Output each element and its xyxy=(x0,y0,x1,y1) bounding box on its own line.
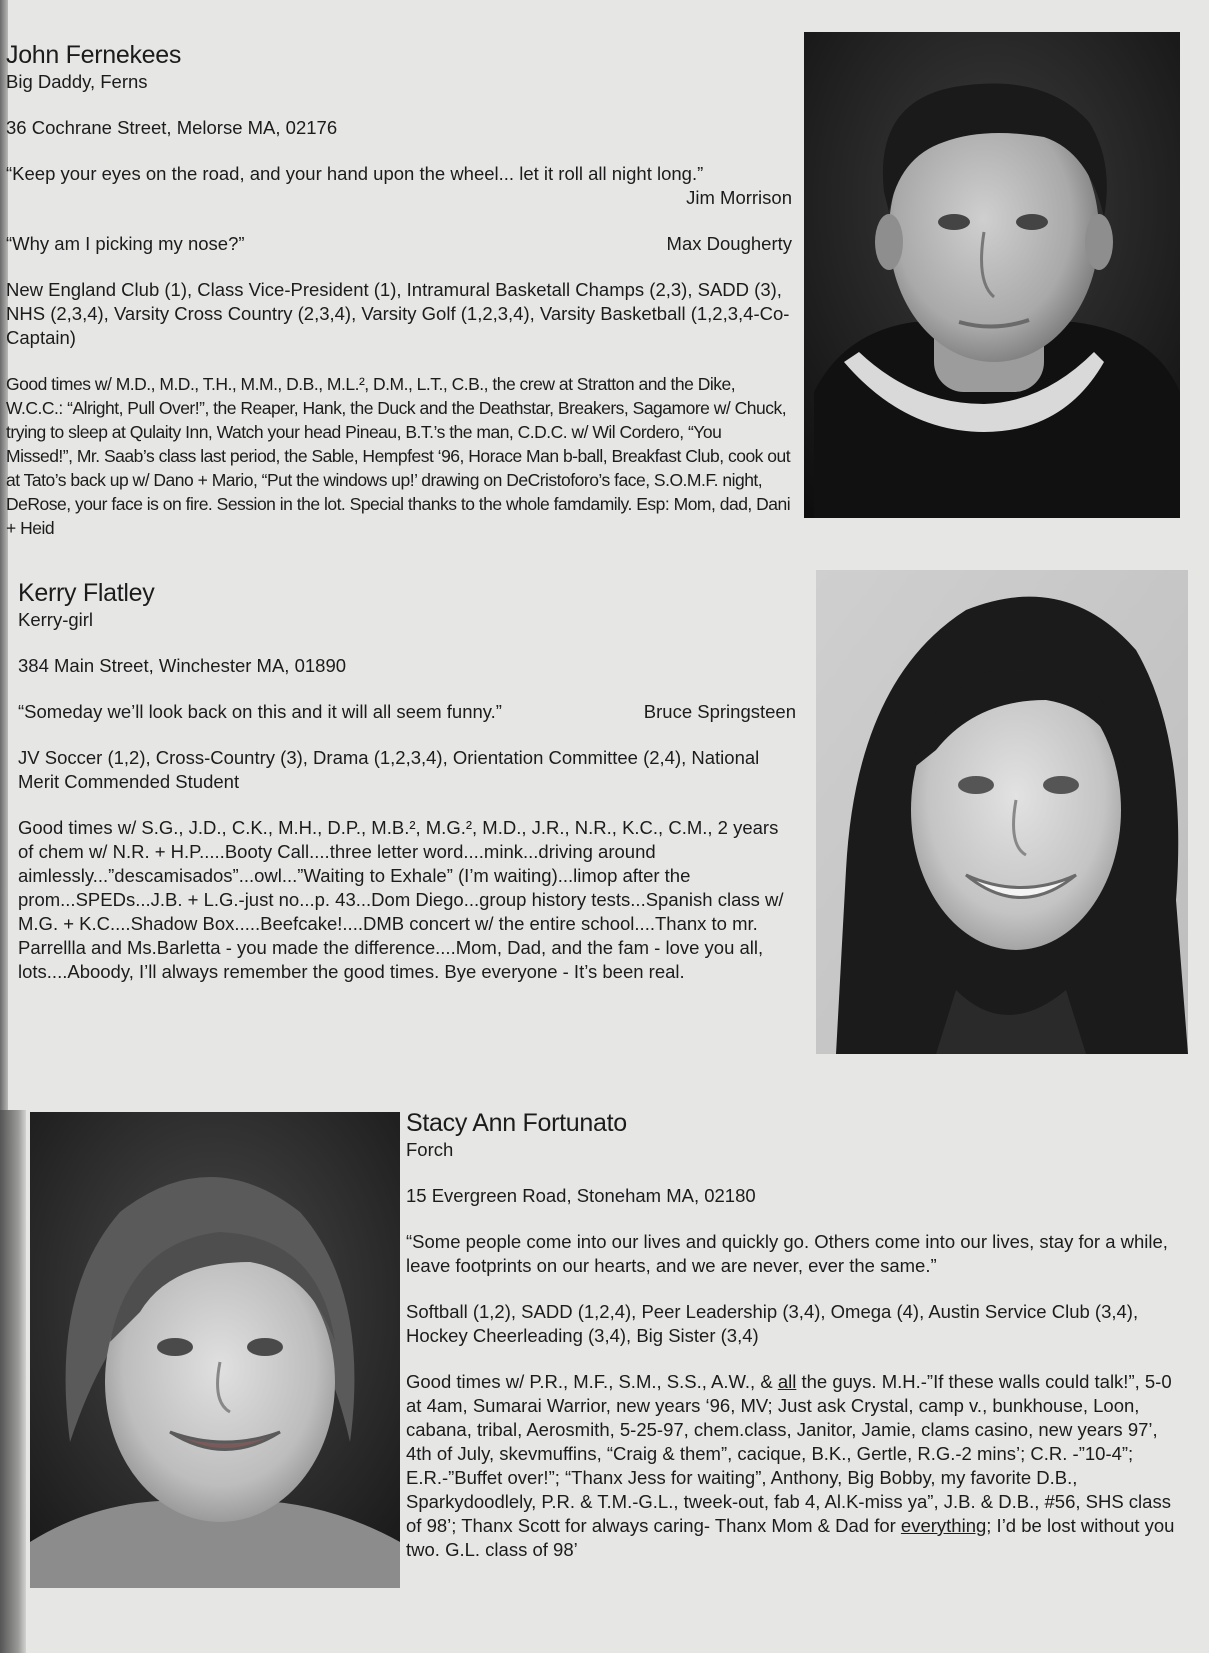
student-entry-kerry-flatley xyxy=(18,578,796,984)
student-name: John Fernekees xyxy=(6,41,182,69)
quote-author: Bruce Springsteen xyxy=(643,701,796,722)
student-name: Stacy Ann Fortunato xyxy=(406,1109,627,1137)
student-address: 36 Cochrane Street, Melorse MA, 02176 xyxy=(6,117,338,138)
memories-text: ; I’d be lost without you two. G.L. class of 98’ xyxy=(406,1515,1175,1560)
student-quote-row xyxy=(6,232,792,256)
memories-text: the guys. M.H.-”If these walls could talk!”, 5-0 at 4am, Sumarai Warrior, new years ‘96, MV; Just ask Crystal, camp v., bunkhouse, Loon, cabana, tribal, Aerosmith, 5-25-97, chem.class, Janitor, Jamie, clams casino, new years 97’, 4th of July, skevmuffins, “Craig & them”, cacique, B.K., Gertle, R.G.-2 mins’; C.R. -”10-4”; E.R.-”Buffet over!”; “Thanx Jess for waiting”, Anthony, Big Bobby, my favorite D.B., Sparkydoodlely, P.R. & T.M.-G.L., tweek-out, fab 4, Al.K-miss ya”, J.B. & D.B., #56, SHS class of 98’; Thanx Scott for always caring- Thanx Mom & Dad for xyxy=(406,1371,1172,1536)
student-name: Kerry Flatley xyxy=(18,579,155,607)
student-quote: “Some people come into our lives and quickly go. Others come into our lives, stay for a while, leave footprints on our hearts, and we are never, ever the same.” xyxy=(406,1231,1168,1276)
memories-underlined: all xyxy=(777,1371,797,1392)
student-quote: “Someday we’ll look back on this and it will all seem funny.” xyxy=(18,701,502,722)
student-address: 384 Main Street, Winchester MA, 01890 xyxy=(18,655,347,676)
student-memories: Good times w/ S.G., J.D., C.K., M.H., D.P., M.B.², M.G.², M.D., J.R., N.R., K.C., C.M., 2 years of chem w/ N.R. + H.P.....Booty Call....three letter word....mink...driving around aimlessly...”descamisados”...owl...”Waiting to Exhale” (I’m waiting)...limop after the prom...SPEDs...J.B. + L.G.-just no...p. 43...Dom Diego...group history tests...Spanish class w/ M.G. + K.C....Shadow Box.....Beefcake!....DMB concert w/ the entire school....Thanx to mr. Parrellla and Ms.Barletta - you made the difference....Mom, Dad, and the fam - love you all, lots....Aboody, I’ll always remember the good times. Bye everyone - It’s been real. xyxy=(18,817,784,982)
student-memories: Good times w/ M.D., M.D., T.H., M.M., D.B., M.L.², D.M., L.T., C.B., the crew at Stratton and the Dike, W.C.C.: “Alright, Pull Over!”, the Reaper, Hank, the Duck and the Deathstar, Breakers, Sagamore w/ Chuck, trying to sleep at Qulaity Inn, Watch your head Pineau, B.T.’s the man, C.D.C. w/ Wil Cordero, “You Missed!”, Mr. Saab’s class last period, the Sable, Hempfest ‘96, Horace Man b-ball, Breakfast Club, cook out at Tato’s back up w/ Dano + Mario, “Put the windows up!’ drawing on DeCristoforo’s face, S.O.M.F. night, DeRose, your face is on fire. Session in the lot. Special thanks to the whole famdamily. Esp: Mom, dad, Dani + Heid xyxy=(6,374,791,538)
student-quote: “Keep your eyes on the road, and your hand upon the wheel... let it roll all night long.” xyxy=(6,163,704,184)
student-quote: “Why am I picking my nose?” xyxy=(6,233,245,254)
student-portrait-photo xyxy=(816,570,1188,1054)
student-quote-row xyxy=(18,700,796,724)
student-portrait-photo xyxy=(804,32,1180,518)
student-activities: New England Club (1), Class Vice-President (1), Intramural Basketall Champs (2,3), SADD (3), NHS (2,3,4), Varsity Cross Country (2,3,4), Varsity Golf (1,2,3,4), Varsity Basketball (1,2,3,4-Co-Captain) xyxy=(6,279,790,348)
student-activities: JV Soccer (1,2), Cross-Country (3), Drama (1,2,3,4), Orientation Committee (2,4), National Merit Commended Student xyxy=(18,747,760,792)
student-nickname: Kerry-girl xyxy=(18,609,94,630)
memories-text: Good times w/ P.R., M.F., S.M., S.S., A.W., & xyxy=(406,1371,778,1392)
student-entry-stacy-ann-fortunato xyxy=(406,1108,1186,1562)
student-portrait-photo xyxy=(30,1112,400,1588)
student-nickname: Forch xyxy=(406,1139,454,1160)
student-memories xyxy=(406,1370,1186,1562)
quote-author: Max Dougherty xyxy=(666,233,792,254)
student-address: 15 Evergreen Road, Stoneham MA, 02180 xyxy=(406,1185,756,1206)
student-activities: Softball (1,2), SADD (1,2,4), Peer Leadership (3,4), Omega (4), Austin Service Club (3,4), Hockey Cheerleading (3,4), Big Sister (3,4) xyxy=(406,1301,1139,1346)
quote-author: Jim Morrison xyxy=(686,187,792,208)
page-binding-shadow xyxy=(0,1110,26,1653)
memories-underlined: everything xyxy=(900,1515,987,1536)
student-nickname: Big Daddy, Ferns xyxy=(6,71,148,92)
student-entry-john-fernekees xyxy=(6,40,792,540)
